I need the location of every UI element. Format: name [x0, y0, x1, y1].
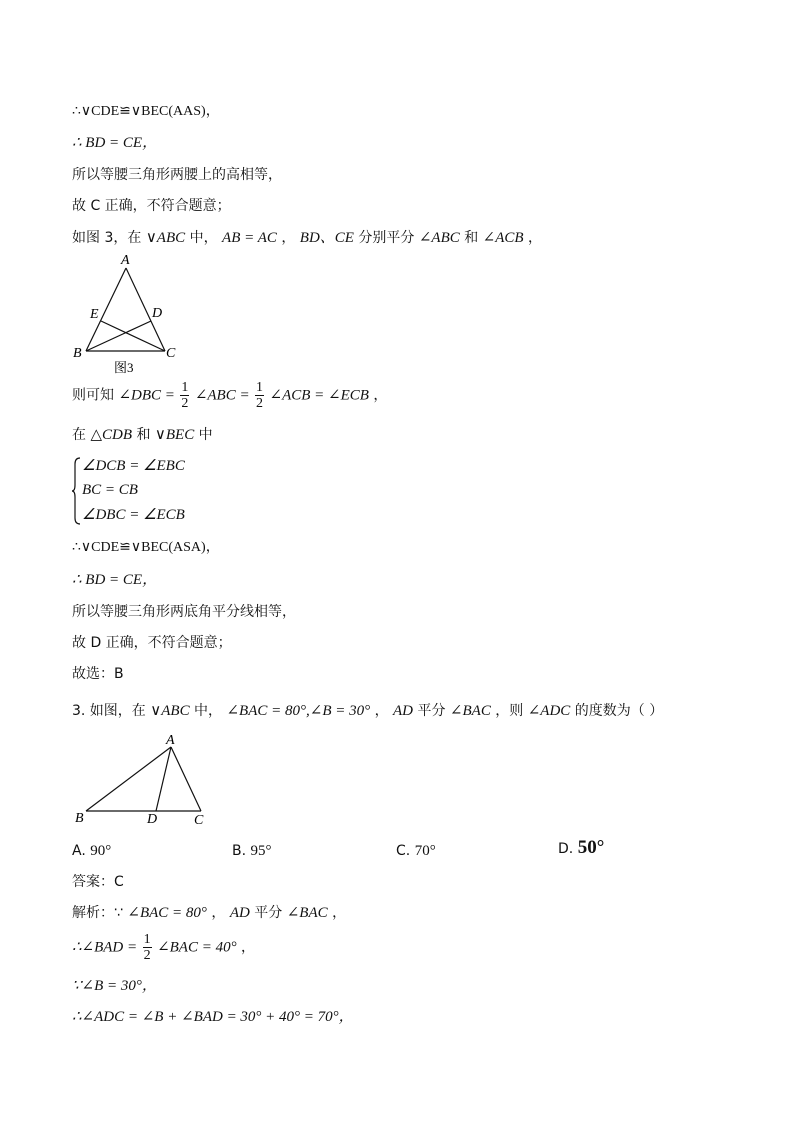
- line-bisectors-equal: 所以等腰三角形两底角平分线相等，: [72, 604, 296, 620]
- text-segment: 平分: [254, 905, 283, 921]
- line-bd-equals-ce-2: [72, 571, 157, 589]
- text-segment: 分别平分: [358, 230, 415, 246]
- option-a[interactable]: [72, 842, 111, 860]
- fraction-one-half: [143, 932, 152, 963]
- text-segment: ，: [332, 905, 347, 921]
- text-segment: ，: [211, 905, 226, 921]
- text-segment: ，: [528, 230, 543, 246]
- text-segment: 则可知: [72, 387, 114, 404]
- math-segment: ∠DBC =: [118, 387, 175, 404]
- figure-caption: 图3: [114, 360, 134, 375]
- line-choose-b: 故选：B: [72, 666, 124, 682]
- line-d-correct: 故 D 正确，不符合题意；: [72, 635, 232, 651]
- line-text: ∴ BD = CE，: [72, 135, 158, 151]
- fraction-denominator: 2: [143, 948, 151, 963]
- text-segment: 平分: [417, 703, 446, 719]
- line-text: ∴ BD = CE，: [72, 572, 158, 588]
- line-heights-equal: 所以等腰三角形两腰上的高相等，: [72, 167, 282, 183]
- math-segment: ∠BAC = 40°: [157, 939, 237, 956]
- text-segment: 3. 如图，在: [72, 703, 146, 719]
- math-segment: △CDB: [90, 427, 132, 443]
- fraction-denominator: 2: [181, 396, 189, 411]
- vertex-label-c: C: [194, 813, 204, 828]
- math-segment: ∠BAC = 80°: [127, 905, 207, 921]
- math-segment: BD、CE: [299, 230, 354, 246]
- vertex-label-a: A: [166, 733, 175, 748]
- solution-line-1: [72, 904, 346, 922]
- fraction-numerator: 1: [143, 932, 151, 947]
- question-3-stem: [72, 702, 663, 720]
- solution-line-2: [72, 932, 255, 963]
- system-eq-2: BC = CB: [82, 482, 138, 498]
- text-segment: 的度数为（ ）: [574, 703, 664, 719]
- math-segment: AD: [229, 905, 250, 921]
- math-segment: ∴∠BAD =: [72, 939, 138, 956]
- solution-line-4: [72, 1008, 354, 1026]
- math-segment: ∨BEC: [154, 427, 195, 443]
- option-letter: C.: [396, 843, 411, 859]
- vertex-label-b: B: [73, 346, 82, 361]
- math-segment: ∠BAC: [286, 905, 328, 921]
- option-value: 90°: [90, 843, 112, 859]
- vertex-label-d: D: [152, 306, 163, 321]
- fraction-one-half: [255, 380, 264, 411]
- math-segment: ∠ACB: [482, 230, 524, 246]
- fraction-numerator: 1: [181, 380, 189, 395]
- vertex-label-b: B: [75, 811, 84, 826]
- text-segment: 中，: [194, 703, 223, 719]
- option-c[interactable]: [396, 842, 436, 860]
- answer-line: 答案：C: [72, 874, 124, 890]
- text-segment: 中: [198, 427, 213, 443]
- text-segment: ，: [241, 939, 256, 956]
- vertex-label-d: D: [147, 812, 158, 827]
- vertex-label-c: C: [166, 346, 176, 361]
- solution-line-3: [72, 977, 157, 995]
- vertex-label-a: A: [121, 253, 130, 268]
- text-segment: 中，: [189, 230, 218, 246]
- fraction-denominator: 2: [256, 396, 264, 411]
- text-segment: ，: [281, 230, 296, 246]
- question-3-triangle-diagram: [70, 733, 216, 829]
- system-eq-1: ∠DCB = ∠EBC: [82, 458, 185, 474]
- math-segment: AB = AC: [222, 230, 277, 246]
- option-value: 70°: [414, 843, 436, 859]
- segment-ac: [171, 747, 201, 811]
- math-segment: ∠ACB = ∠ECB: [269, 387, 369, 404]
- figure-3-triangle-diagram: [68, 250, 188, 376]
- text-segment: 和: [464, 230, 479, 246]
- segment-ce: [101, 321, 165, 351]
- option-value: 95°: [250, 843, 272, 859]
- math-segment: AD: [393, 703, 414, 719]
- option-d[interactable]: [558, 839, 604, 858]
- text-segment: 解析：∵: [72, 905, 123, 921]
- option-value: 50°: [577, 837, 605, 858]
- line-in-triangles: [72, 426, 213, 444]
- math-segment: ∠ADC: [527, 703, 571, 719]
- math-segment: ∨ABC: [150, 703, 190, 719]
- line-text: ∴∨CDE≌∨BEC(AAS)，: [72, 104, 220, 119]
- math-segment: ∠ABC: [418, 230, 460, 246]
- segment-bd: [86, 321, 151, 351]
- text-segment: 在: [72, 427, 86, 443]
- line-congruence-aas: [72, 102, 220, 121]
- line-text: ∵∠B = 30°，: [72, 978, 157, 994]
- text-segment: 如图 3，在: [72, 230, 142, 246]
- line-bd-equals-ce-1: [72, 134, 157, 152]
- option-letter: B.: [232, 843, 247, 859]
- text-segment: ，则: [495, 703, 524, 719]
- line-text: ∴∠ADC = ∠B + ∠BAD = 30° + 40° = 70°，: [72, 1009, 354, 1025]
- fraction-numerator: 1: [256, 380, 264, 395]
- line-text: ∴∨CDE≌∨BEC(ASA)，: [72, 540, 220, 555]
- option-letter: D.: [558, 841, 574, 857]
- line-congruence-asa: [72, 538, 220, 557]
- line-angle-relation: [72, 380, 387, 411]
- option-b[interactable]: [232, 842, 272, 860]
- line-c-correct: 故 C 正确，不符合题意；: [72, 198, 231, 214]
- fraction-one-half: [180, 380, 189, 411]
- line-figure3-intro: [72, 229, 542, 247]
- math-segment: ∠BAC = 80°,∠B = 30°: [226, 703, 371, 719]
- text-segment: 和: [136, 427, 151, 443]
- option-letter: A.: [72, 843, 86, 859]
- text-segment: ，: [374, 703, 389, 719]
- system-brace: [72, 456, 82, 526]
- system-eq-3: ∠DBC = ∠ECB: [82, 507, 185, 523]
- text-segment: ，: [373, 387, 388, 404]
- math-segment: ∠ABC =: [194, 387, 250, 404]
- math-segment: ∨ABC: [145, 230, 186, 246]
- vertex-label-e: E: [90, 307, 99, 322]
- math-segment: ∠BAC: [449, 703, 491, 719]
